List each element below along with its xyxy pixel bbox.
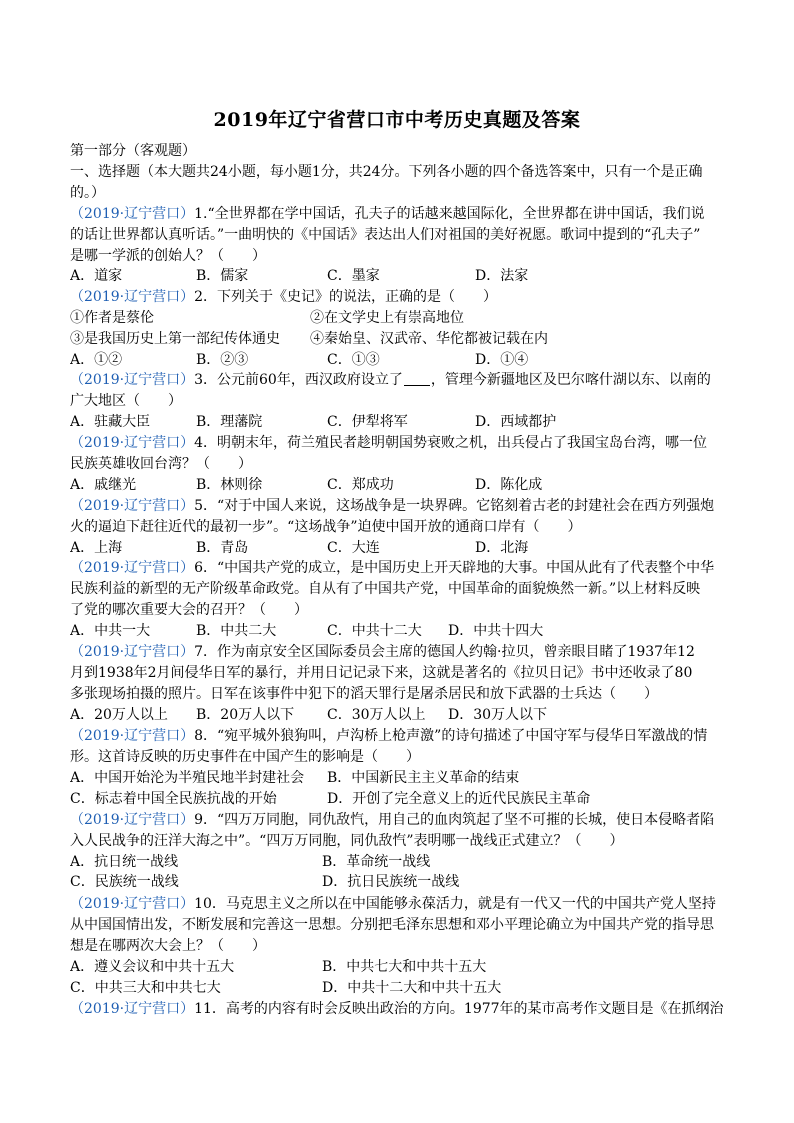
question-9-line: （2019·辽宁营口）9．“四万万同胞，同仇敌忾，用自己的血肉筑起了坚不可摧的长城，使日本侵略者陷 [70, 812, 715, 828]
option-d[interactable]: D．中共十二大和中共十五大 [322, 980, 502, 996]
option-d[interactable]: D．①④ [475, 352, 529, 368]
question-2-options [70, 350, 730, 371]
question-8-line: （2019·辽宁营口）8．“宛平城外狼狗叫，卢沟桥上枪声激”的诗句描述了中国守军与侵华日军激战的情 [70, 728, 708, 744]
question-9-line: 入人民战争的汪洋大海之中”。“四万万同胞，同仇敌忾”表明哪一战线正式建立？（ ） [70, 833, 624, 849]
question-6-line: 民族利益的新型的无产阶级革命政党。自从有了中国共产党，中国革命的面貌焕然一新。”以上材料反映 [70, 581, 701, 597]
question-1-line: 是哪一学派的创始人？（ ） [70, 248, 266, 264]
option-a[interactable]: A．中国开始沦为半殖民地半封建社会 [70, 770, 305, 786]
option-b[interactable]: B．20万人以下 [196, 707, 295, 723]
option-a[interactable]: A．道家 [70, 268, 123, 284]
option-d[interactable]: D．30万人以下 [448, 707, 548, 723]
question-11-line: （2019·辽宁营口）11．高考的内容有时会反映出政治的方向。1977年的某市高考作文题目是《在抓纲治 [70, 1001, 724, 1017]
option-a[interactable]: A．中共一大 [70, 623, 151, 639]
answer-blank [404, 371, 430, 386]
question-6-line: 了党的哪次重要大会的召开？（ ） [70, 602, 308, 618]
option-d[interactable]: D．中共十四大 [448, 623, 544, 639]
statement-item: ③是我国历史上第一部纪传体通史 [70, 331, 280, 347]
statement-item: ④秦始皇、汉武帝、华佗都被记载在内 [310, 331, 548, 347]
option-b[interactable]: B．中国新民主主义革命的结束 [327, 770, 520, 786]
question-5-line: 火的逼迫下赶往近代的最初一步”。“这场战争”迫使中国开放的通商口岸有（ ） [70, 519, 582, 535]
question-1-line: （2019·辽宁营口）1.“全世界都在学中国话，孔夫子的话越来越国际化，全世界都在讲中国话，我们说 [70, 206, 705, 222]
option-a[interactable]: A．①② [70, 352, 123, 368]
source-tag: （2019·辽宁营口） [70, 896, 195, 912]
option-d[interactable]: D．开创了完全意义上的近代民族民主革命 [327, 791, 591, 807]
option-b[interactable]: B．青岛 [196, 540, 249, 556]
option-b[interactable]: B．中共七大和中共十五大 [322, 959, 487, 975]
question-1-line: 的话让世界都认真听话。”一曲明快的《中国话》表达出人们对祖国的美好祝愿。歌词中提到的“孔夫子” [70, 227, 701, 243]
question-10-line: （2019·辽宁营口）10．马克思主义之所以在中国能够永葆活力，就是有一代又一代的中国共产党人坚持 [70, 896, 716, 912]
source-tag: （2019·辽宁营口） [70, 560, 195, 576]
source-tag: （2019·辽宁营口） [70, 812, 195, 828]
question-9-options [70, 852, 730, 873]
option-d[interactable]: D．抗日民族统一战线 [322, 874, 460, 890]
option-c[interactable]: C．郑成功 [327, 477, 394, 493]
source-tag: （2019·辽宁营口） [70, 728, 195, 744]
source-tag: （2019·辽宁营口） [70, 435, 195, 451]
source-tag: （2019·辽宁营口） [70, 206, 195, 222]
option-b[interactable]: B．②③ [196, 352, 249, 368]
question-8-line: 形。这首诗反映的历史事件在中国产生的影响是（ ） [70, 749, 420, 765]
option-c[interactable]: C．民族统一战线 [70, 874, 179, 890]
source-tag: （2019·辽宁营口） [70, 289, 195, 305]
question-3-options [70, 412, 730, 433]
section-intro-line: 一、选择题（本大题共24小题，每小题1分，共24分。下列各小题的四个备选答案中，只有一个是正确 [70, 164, 703, 180]
question-8-options [70, 789, 730, 810]
option-b[interactable]: B．中共二大 [196, 623, 277, 639]
question-8-options [70, 768, 730, 789]
option-c[interactable]: C．大连 [327, 540, 380, 556]
option-c[interactable]: C．中共十二大 [327, 623, 422, 639]
option-c[interactable]: C．墨家 [327, 268, 380, 284]
question-5-options [70, 538, 730, 559]
question-7-line: （2019·辽宁营口）7．作为南京安全区国际委员会主席的德国人约翰·拉贝，曾亲眼目睹了1937年12 [70, 644, 695, 660]
question-6-line: （2019·辽宁营口）6．“中国共产党的成立，是中国历史上开天辟地的大事。中国从此有了代表整个中华 [70, 560, 715, 576]
question-7-line: 多张现场拍摄的照片。日军在该事件中犯下的滔天罪行是屠杀居民和放下武器的士兵达（ ） [70, 686, 658, 702]
question-3-line: 广大地区（ ） [70, 393, 182, 409]
source-tag: （2019·辽宁营口） [70, 498, 195, 514]
option-c[interactable]: C．①③ [327, 352, 380, 368]
statement-item: ②在文学史上有崇高地位 [310, 310, 464, 326]
source-tag: （2019·辽宁营口） [70, 372, 195, 388]
option-c[interactable]: C．标志着中国全民族抗战的开始 [70, 791, 277, 807]
source-tag: （2019·辽宁营口） [70, 1001, 195, 1017]
option-a[interactable]: A．戚继光 [70, 477, 137, 493]
option-c[interactable]: C．伊犁将军 [327, 414, 408, 430]
question-4-line: （2019·辽宁营口）4．明朝末年，荷兰殖民者趁明朝国势衰败之机，出兵侵占了我国宝岛台湾，哪一位 [70, 435, 707, 451]
option-b[interactable]: B．革命统一战线 [322, 854, 431, 870]
option-b[interactable]: B．林则徐 [196, 477, 263, 493]
option-a[interactable]: A．抗日统一战线 [70, 854, 179, 870]
question-2-items [70, 329, 730, 350]
option-a[interactable]: A．遵义会议和中共十五大 [70, 959, 235, 975]
question-6-options [70, 621, 730, 642]
option-c[interactable]: C．30万人以上 [327, 707, 426, 723]
question-10-line: 想是在哪两次大会上？（ ） [70, 938, 266, 954]
question-10-line: 从中国国情出发，不断发展和完善这一思想。分别把毛泽东思想和邓小平理论确立为中国共产党的指导思 [70, 917, 714, 933]
question-2-items [70, 308, 730, 329]
question-10-options [70, 978, 730, 999]
question-4-options [70, 475, 730, 496]
page-title: 2019年辽宁省营口市中考历史真题及答案 [213, 109, 581, 131]
question-4-line: 民族英雄收回台湾？（ ） [70, 456, 252, 472]
question-7-options [70, 705, 730, 726]
question-5-line: （2019·辽宁营口）5．“对于中国人来说，这场战争是一块界碑。它铭刻着古老的封建社会在西方列强炮 [70, 498, 715, 514]
option-d[interactable]: D．法家 [475, 268, 529, 284]
source-tag: （2019·辽宁营口） [70, 644, 195, 660]
question-9-options [70, 872, 730, 893]
question-2-line: （2019·辽宁营口）2．下列关于《史记》的说法，正确的是（ ） [70, 289, 497, 305]
question-10-options [70, 957, 730, 978]
option-a[interactable]: A．20万人以上 [70, 707, 168, 723]
statement-item: ①作者是蔡伦 [70, 310, 154, 326]
part-heading: 第一部分（客观题） [70, 143, 196, 159]
question-3-line: （2019·辽宁营口）3．公元前60年，西汉政府设立了 ，管理今新疆地区及巴尔喀什湖以东、以南的 [70, 372, 711, 388]
option-a[interactable]: A．驻藏大臣 [70, 414, 151, 430]
question-7-line: 月到1938年2月间侵华日军的暴行，并用日记记录下来，这就是著名的《拉贝日记》书中还收录了80 [70, 665, 693, 681]
section-intro-line: 的。） [70, 185, 105, 201]
option-d[interactable]: D．陈化成 [475, 477, 543, 493]
question-1-options [70, 266, 730, 287]
option-c[interactable]: C．中共三大和中共七大 [70, 980, 221, 996]
option-b[interactable]: B．理藩院 [196, 414, 263, 430]
option-d[interactable]: D．西域都护 [475, 414, 557, 430]
option-b[interactable]: B．儒家 [196, 268, 249, 284]
option-d[interactable]: D．北海 [475, 540, 529, 556]
option-a[interactable]: A．上海 [70, 540, 123, 556]
